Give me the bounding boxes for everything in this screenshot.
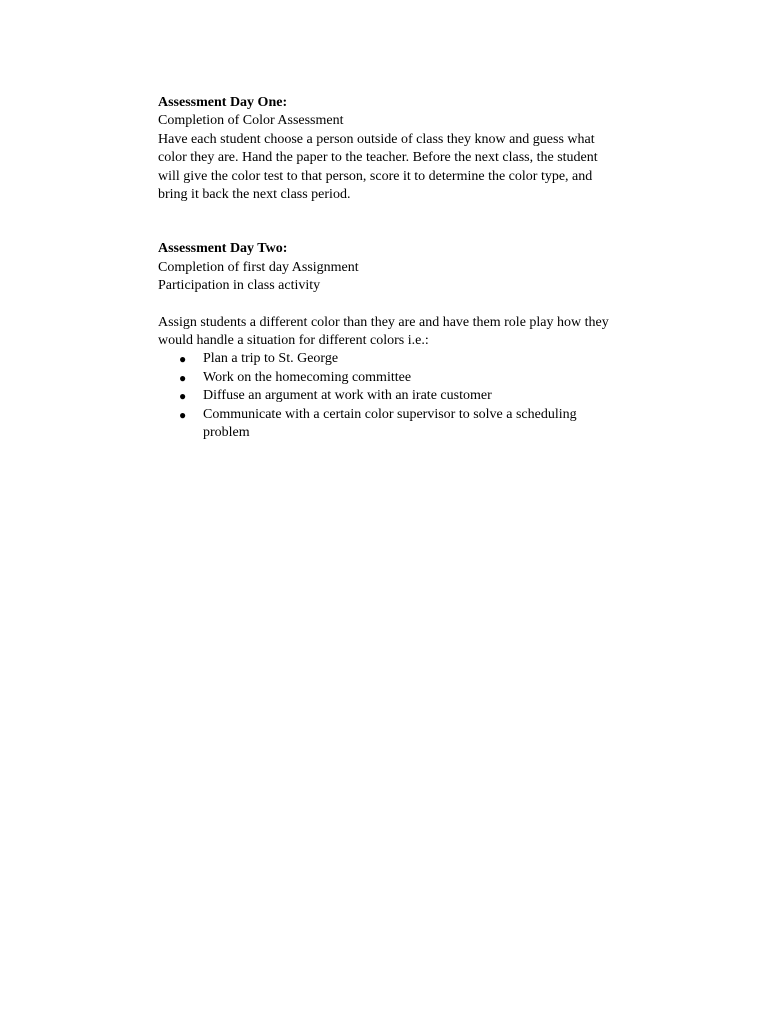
list-item-text: Plan a trip to St. George: [203, 351, 339, 367]
day-one-line-3: color they are. Hand the paper to the teacher. Before the next class, the student: [158, 150, 598, 166]
day-one-line-2: Have each student choose a person outside of class they know and guess what: [158, 131, 595, 147]
list-item: [158, 350, 658, 368]
list-item-text: Diffuse an argument at work with an irate customer: [203, 388, 492, 404]
list-item-text: Work on the homecoming committee: [203, 369, 412, 385]
day-two-line-1: Completion of first day Assignment: [158, 259, 359, 275]
section-heading-day-two: Assessment Day Two:: [158, 241, 288, 257]
paragraph-spacer: [158, 296, 658, 314]
list-item: [158, 406, 658, 424]
day-one-line-1: Completion of Color Assessment: [158, 113, 344, 129]
day-one-line-5: bring it back the next class period.: [158, 187, 351, 203]
list-item: [158, 369, 658, 387]
list-item: [158, 387, 658, 405]
bullet-icon: ●: [179, 370, 187, 385]
list-item-text: problem: [203, 425, 250, 441]
day-one-line-4: will give the color test to that person, score it to determine the color type, and: [158, 168, 593, 184]
list-item-text: Communicate with a certain color supervisor to solve a scheduling: [203, 406, 577, 422]
bullet-icon: ●: [179, 407, 187, 422]
document-page: [158, 94, 658, 443]
bullet-list: [158, 350, 658, 442]
bullet-icon: ●: [179, 352, 187, 367]
section-day-one: [158, 94, 658, 204]
list-item-continuation: [158, 424, 658, 442]
section-heading-day-one: Assessment Day One:: [158, 95, 288, 110]
instructions-line-2: would handle a situation for different colors i.e.:: [158, 333, 429, 349]
section-day-two: [158, 240, 658, 442]
bullet-icon: ●: [179, 389, 187, 404]
instructions-line-1: Assign students a different color than they are and have them role play how they: [158, 314, 609, 330]
section-spacer: [158, 204, 658, 240]
day-two-line-2: Participation in class activity: [158, 278, 321, 294]
